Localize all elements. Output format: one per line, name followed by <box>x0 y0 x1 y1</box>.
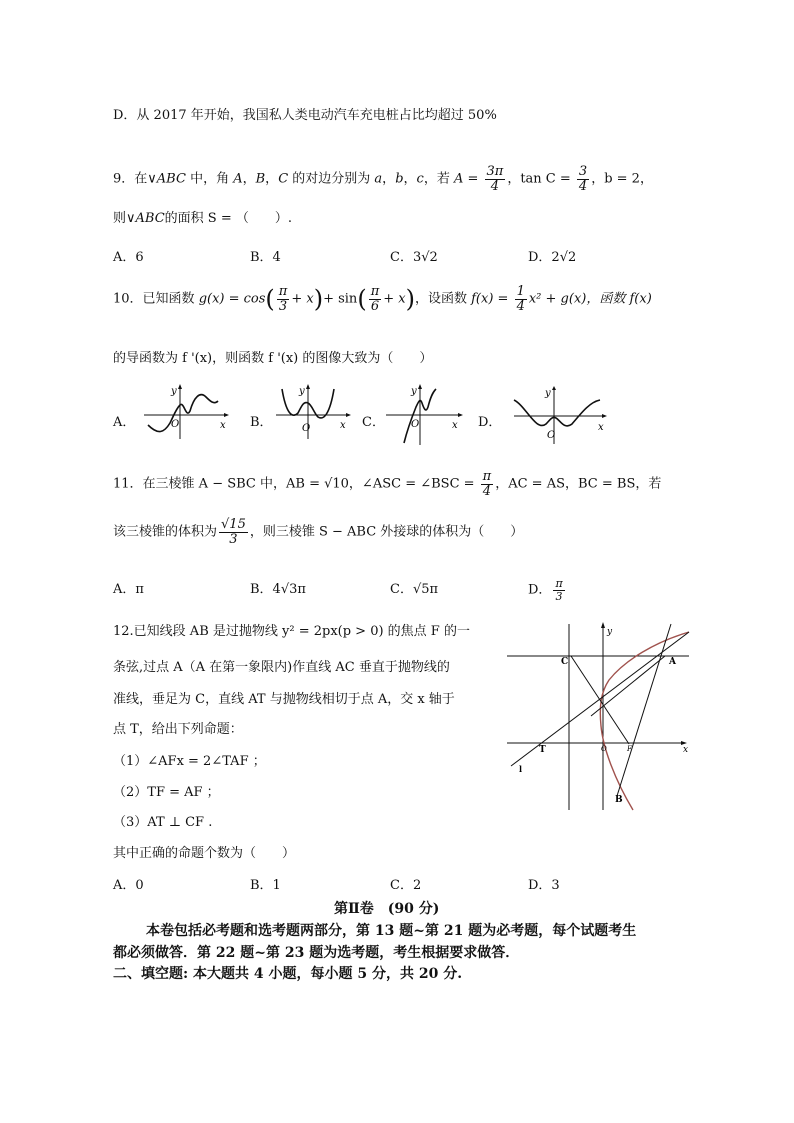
q10-option-d: D． <box>478 415 502 430</box>
q9-tan: ，tan C = <box>507 171 575 187</box>
question-10-line-1 <box>113 285 652 313</box>
q12-option-b: B．1 <box>250 878 281 893</box>
q10-b-origin: O <box>302 423 311 434</box>
q10-b-y-label: y <box>299 386 305 397</box>
q10-paren-close: ) <box>313 285 324 314</box>
q10-set: ，设函数 <box>414 291 472 307</box>
q9-angle-a: A <box>233 171 243 187</box>
q10-d-x-label: x <box>598 422 604 433</box>
q11-frac-den: 4 <box>482 483 492 499</box>
q9-side-a: a <box>374 171 383 187</box>
question-9-line-1: 9．在∨ABC 中，角 A，B，C 的对边分别为 a，b，c，若 A = $\frac{3\pi}{4}$ ，tan C = $\frac{3}{4}$ ，b = 2， <box>113 164 653 194</box>
q11-line2-b: ，则三棱锥 S − ABC 外接球的体积为（ ） <box>249 524 524 540</box>
q10-b-x-label: x <box>340 420 346 431</box>
q9-line2-a: 则 <box>113 211 127 226</box>
q11-line2-a: 该三棱锥的体积为 <box>113 524 218 540</box>
q11-vfrac-den: 3 <box>229 531 238 547</box>
q10-d-origin: O <box>547 430 556 441</box>
q12-label-y: y <box>607 627 613 637</box>
question-12-line-2: 条弦,过点 A（A 在第一象限内)作直线 AC 垂直于抛物线的 <box>113 660 450 675</box>
q10-graph-b <box>272 383 352 441</box>
q9-frac2-num: 3 <box>578 164 588 179</box>
q12-proposition-3: （3）AT ⊥ CF . <box>113 815 213 830</box>
part-2-title: 第Ⅱ卷 (90 分) <box>334 901 440 917</box>
q12-label-l: l <box>519 764 523 774</box>
q9-abc: ABC <box>156 171 186 187</box>
q11-frac-pi-4 <box>481 470 494 498</box>
q9-b-eq: ，b = 2， <box>591 171 653 187</box>
q11-frac-volume <box>219 518 248 546</box>
section-fill-in-blank: 二、填空题: 本大题共 4 小题，每小题 5 分，共 20 分. <box>113 966 463 982</box>
q9-eq-a: A = <box>453 171 483 187</box>
q10-frac-1-4 <box>515 285 527 313</box>
q9-option-d: D．2√2 <box>528 250 577 265</box>
q11-option-d-label: D． <box>528 582 552 598</box>
q12-label-b: B <box>615 795 623 805</box>
q9-option-c: C．3√2 <box>390 250 438 265</box>
q10-frac1-den: 3 <box>278 298 288 314</box>
q9-fraction-3pi-4 <box>485 165 506 193</box>
q11-optd-num: π <box>555 577 563 590</box>
q9-triangle-symbol-2: ∨ <box>126 211 136 226</box>
q10-d-y-label: y <box>545 388 551 399</box>
option-d-charging-pile: D．从 2017 年开始，我国私人类电动汽车充电桩占比均超过 50% <box>113 108 497 123</box>
q9-text-2: 的对边分别为 <box>288 171 375 187</box>
q11-line1-a: 11．在三棱锥 A − SBC 中，AB = √10，∠ASC = ∠BSC = <box>113 476 479 492</box>
q11-option-d <box>528 578 567 602</box>
q9-abc-2: ABC <box>135 211 165 226</box>
q9-option-b: B．4 <box>250 250 281 265</box>
question-12-line-3: 准线，垂足为 C，直线 AT 与抛物线相切于点 A，交 x 轴于 <box>113 692 455 707</box>
q10-paren-close-2: ) <box>405 285 415 314</box>
q12-parabola-figure <box>505 620 691 812</box>
part-2-desc-line-1: 本卷包括必考题和选考题两部分，第 13 题~第 21 题为必考题，每个试题考生 <box>146 923 637 939</box>
q10-sin: + sin <box>323 291 358 307</box>
q12-proposition-2: （2）TF = AF ； <box>113 785 220 800</box>
q10-frac-pi-6 <box>369 285 382 313</box>
q12-label-x: x <box>683 745 689 755</box>
q12-question: 其中正确的命题个数为（ ） <box>113 846 296 861</box>
q11-frac-num: π <box>482 469 492 484</box>
q10-f: f(x) = <box>471 291 513 307</box>
q12-option-d: D．3 <box>528 878 560 893</box>
q9-side-c: c <box>416 171 424 187</box>
q10-option-b: B． <box>250 415 273 430</box>
q10-c-x-label: x <box>452 420 458 431</box>
q10-graph-c <box>382 383 464 447</box>
q10-a-origin: O <box>171 419 180 430</box>
q10-frac3-num: 1 <box>516 284 525 299</box>
q10-rest: x² + g(x)，函数 f(x) <box>528 291 652 307</box>
question-10-line-2: 的导函数为 f '(x)，则函数 f '(x) 的图像大致为（ ） <box>113 351 433 366</box>
q10-graph-d <box>510 386 610 446</box>
q9-frac2-den: 4 <box>578 178 588 194</box>
question-12-line-4: 点 T，给出下列命题： <box>113 722 243 737</box>
q9-frac-den: 4 <box>490 178 500 194</box>
q10-c-y-label: y <box>411 386 417 397</box>
q12-option-a: A．0 <box>113 878 144 893</box>
question-11-line-1 <box>113 470 661 498</box>
q9-option-a: A．6 <box>113 250 144 265</box>
q10-paren-open: ( <box>265 285 275 314</box>
q12-label-c: C <box>561 657 569 667</box>
q10-a-y-label: y <box>171 386 177 397</box>
q10-frac2-num: π <box>370 284 380 299</box>
q11-line1-b: ，AC = AS，BC = BS，若 <box>495 476 662 492</box>
q11-vfrac-num: √15 <box>221 517 246 532</box>
q11-option-c: C．√5π <box>390 582 439 597</box>
q12-label-f: F <box>627 745 632 753</box>
q9-angle-b: B <box>255 171 266 187</box>
q12-proposition-1: （1）∠AFx = 2∠TAF ； <box>113 754 266 769</box>
q10-option-a: A． <box>113 415 136 430</box>
q10-frac1-num: π <box>278 284 288 299</box>
q10-frac2-den: 6 <box>370 298 380 314</box>
q12-label-a: A <box>669 657 676 667</box>
q9-triangle-symbol: ∨ <box>147 171 157 187</box>
q9-line2-b: 的面积 S = （ ）. <box>164 211 292 226</box>
q9-prefix: 9．在 <box>113 171 148 187</box>
q10-plus-x-2: + x <box>383 291 406 307</box>
q10-g-cos: g(x) = cos <box>198 291 266 307</box>
q10-plus-x: + x <box>291 291 314 307</box>
question-9-line-2 <box>113 207 292 226</box>
q11-frac-pi-3 <box>553 578 564 602</box>
q9-side-b: b <box>395 171 404 187</box>
q10-c-origin: O <box>411 419 420 430</box>
q12-label-o: O <box>601 745 607 753</box>
q10-prefix: 10．已知函数 <box>113 291 199 307</box>
q9-fraction-3-4 <box>577 165 589 193</box>
q11-optd-den: 3 <box>555 589 563 603</box>
q9-if: ，若 <box>423 171 454 187</box>
q12-label-t: T <box>539 745 546 755</box>
q11-option-b: B．4√3π <box>250 582 306 597</box>
q9-angle-c: C <box>278 171 289 187</box>
question-11-line-2 <box>113 518 523 546</box>
q9-text: 中，角 <box>185 171 234 187</box>
q12-option-c: C．2 <box>390 878 422 893</box>
q10-option-c: C． <box>362 415 385 430</box>
part-2-desc-line-2: 都必须做答．第 22 题~第 23 题为选考题，考生根据要求做答． <box>113 945 520 961</box>
q10-paren-open-2: ( <box>357 285 367 314</box>
q10-a-x-label: x <box>220 420 226 431</box>
question-12-line-1: 12.已知线段 AB 是过抛物线 y² = 2px(p > 0) 的焦点 F 的一 <box>113 624 470 639</box>
q10-frac3-den: 4 <box>516 298 525 314</box>
q9-frac-num: 3π <box>486 164 504 179</box>
q11-option-a: A．π <box>113 582 144 597</box>
q10-frac-pi-3 <box>277 285 290 313</box>
q10-graph-a <box>140 383 230 441</box>
